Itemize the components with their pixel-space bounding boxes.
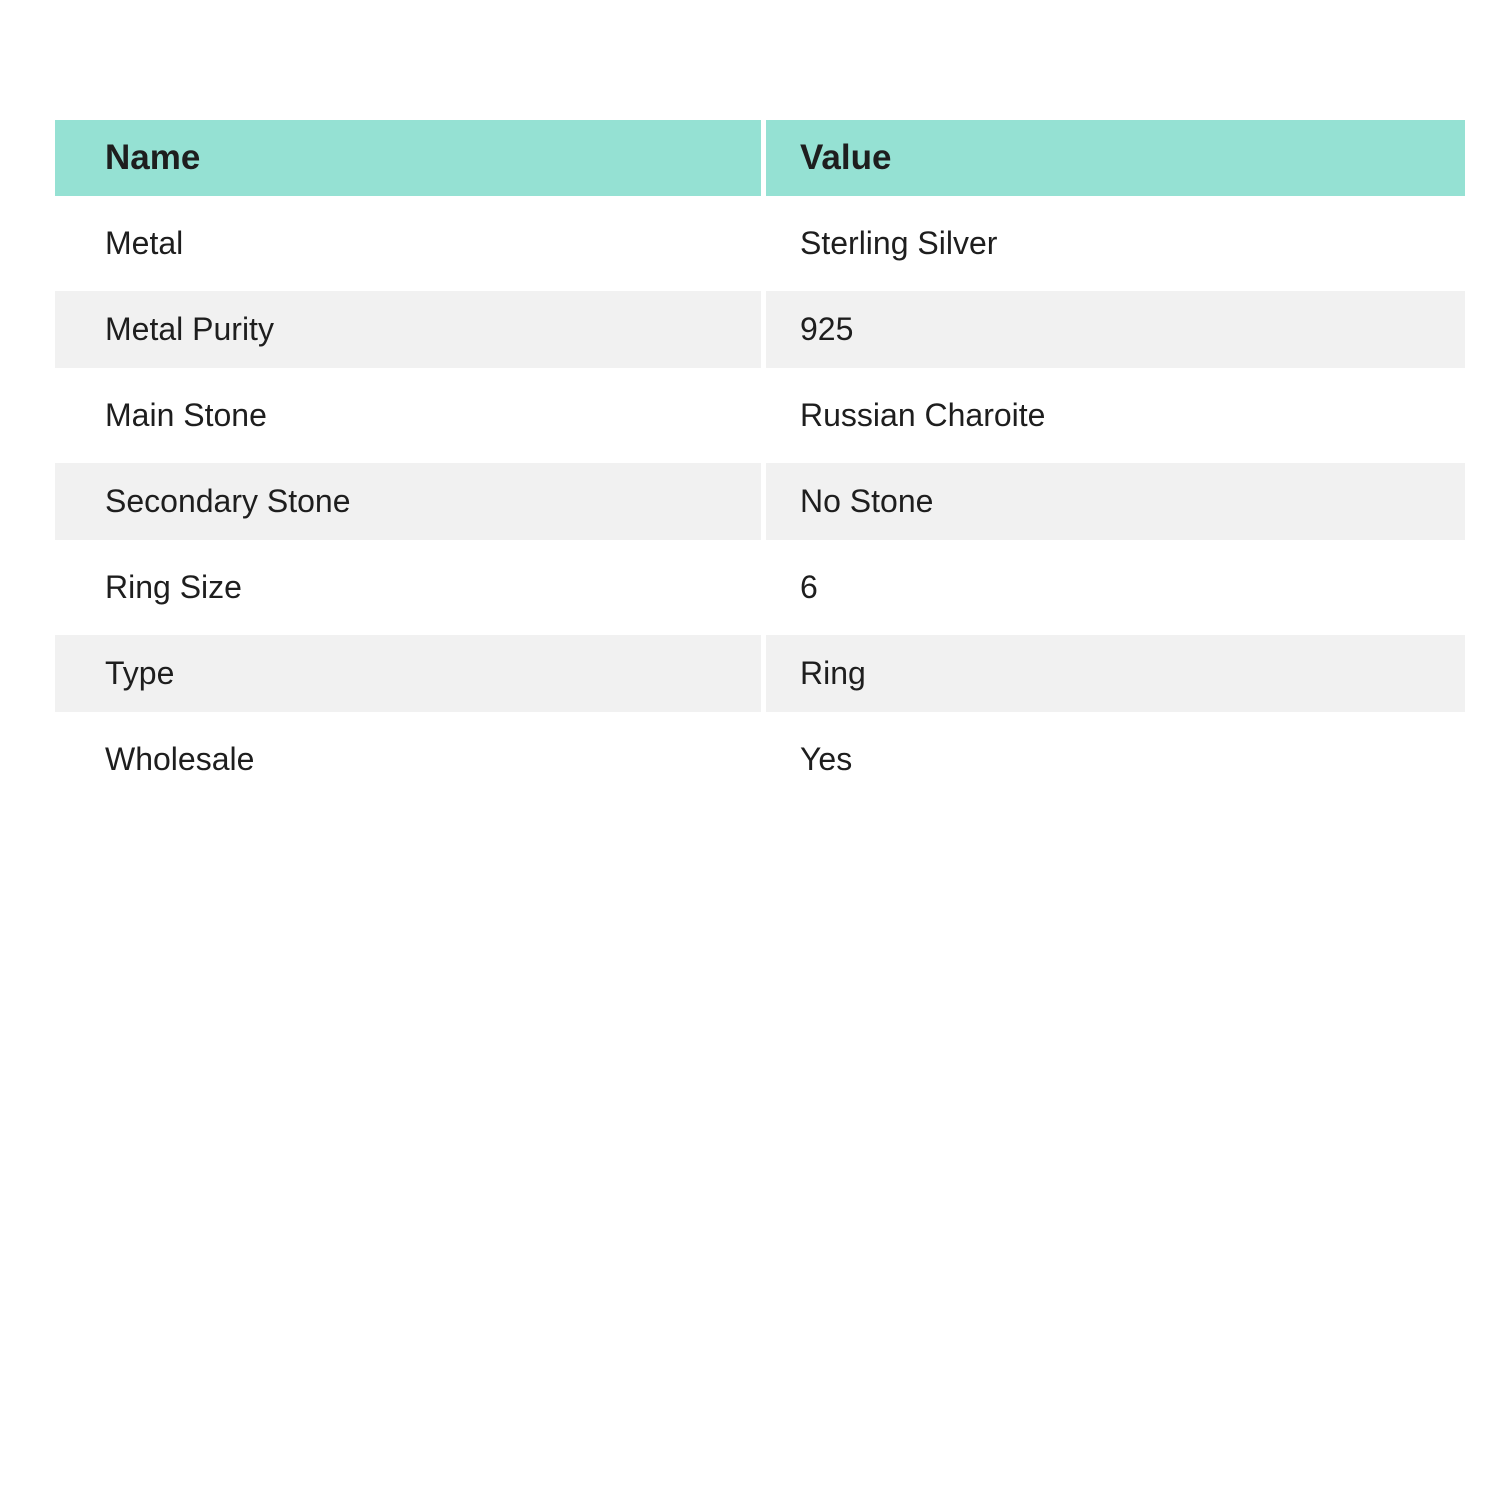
row-name-cell: Ring Size (55, 549, 761, 626)
row-value-cell: No Stone (766, 463, 1465, 540)
row-name-cell: Wholesale (55, 721, 761, 798)
row-value-cell: Russian Charoite (766, 377, 1465, 454)
row-name-cell: Main Stone (55, 377, 761, 454)
table-row (55, 721, 1465, 798)
row-value-cell: Ring (766, 635, 1465, 712)
table-row (55, 463, 1465, 540)
row-name-cell: Metal (55, 205, 761, 282)
table-row (55, 205, 1465, 282)
product-spec-table (50, 111, 1470, 807)
column-header-name: Name (55, 120, 761, 196)
row-value-cell: Sterling Silver (766, 205, 1465, 282)
column-header-value: Value (766, 120, 1465, 196)
row-name-cell: Secondary Stone (55, 463, 761, 540)
table-row (55, 549, 1465, 626)
row-value-cell: 6 (766, 549, 1465, 626)
table-row (55, 377, 1465, 454)
spec-table-body (55, 205, 1465, 798)
row-name-cell: Metal Purity (55, 291, 761, 368)
row-value-cell: Yes (766, 721, 1465, 798)
table-row (55, 291, 1465, 368)
table-header-row (55, 120, 1465, 196)
table-row (55, 635, 1465, 712)
row-value-cell: 925 (766, 291, 1465, 368)
row-name-cell: Type (55, 635, 761, 712)
